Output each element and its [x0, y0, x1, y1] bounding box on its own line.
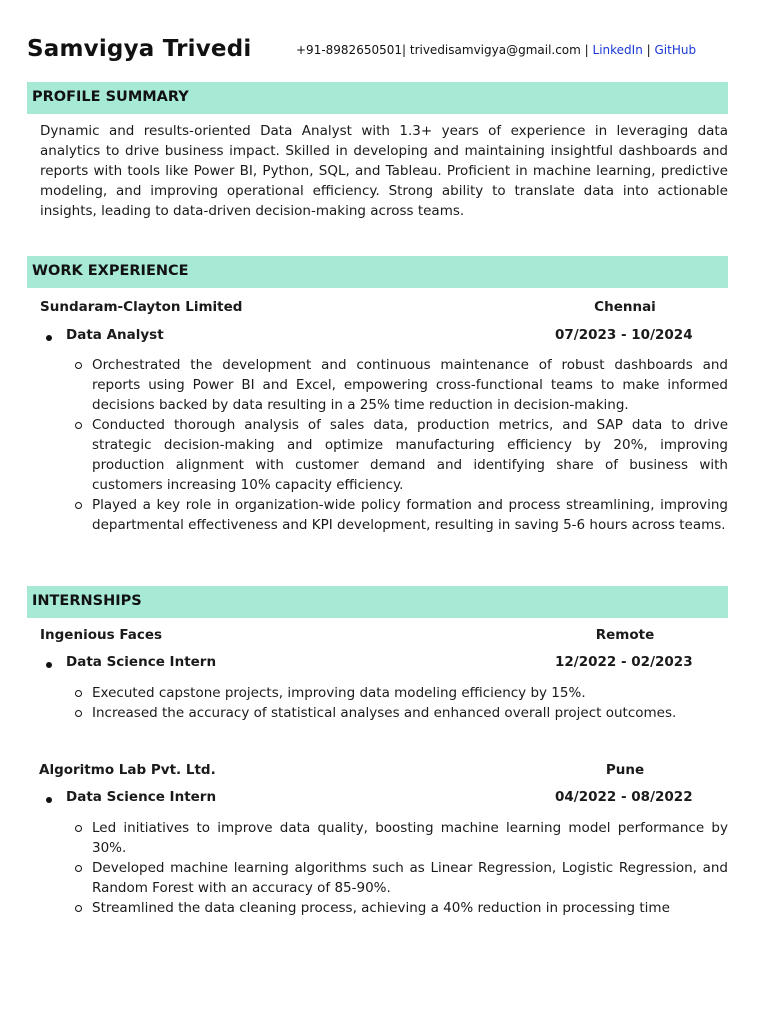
bullet-circle-icon — [75, 865, 82, 872]
bullet-circle-icon — [75, 362, 82, 369]
list-item: Conducted thorough analysis of sales data, production metrics, and SAP data to drive strategic decision-making and optimize manufacturing efficiency by 20%, improving production alignment with customer demand and identifying share of business with customers increasing 10% capacity efficiency. — [72, 415, 728, 495]
list-item: Streamlined the data cleaning process, achieving a 40% reduction in processing time — [72, 898, 728, 918]
bullet-circle-icon — [75, 710, 82, 717]
role-title: Data Science Intern — [66, 789, 217, 805]
company-location: Remote — [595, 627, 655, 643]
work-bullets — [72, 355, 728, 535]
bullet-circle-icon — [75, 825, 82, 832]
candidate-name: Samvigya Trivedi — [27, 36, 252, 62]
section-header-profile — [27, 82, 728, 114]
contact-separator: | — [642, 43, 655, 57]
company-name: Algoritmo Lab Pvt. Ltd. — [39, 762, 216, 778]
internship-bullets — [72, 818, 728, 918]
bullet-circle-icon — [75, 690, 82, 697]
list-item: Executed capstone projects, improving data modeling efficiency by 15%. — [72, 683, 728, 703]
list-item: Played a key role in organization-wide policy formation and process streamlining, improving departmental effectiveness and KPI development, resulting in saving 5-6 hours across teams. — [72, 495, 728, 535]
section-title: INTERNSHIPS — [32, 593, 142, 609]
github-link[interactable]: GitHub — [654, 43, 697, 57]
list-item: Increased the accuracy of statistical analyses and enhanced overall project outcomes. — [72, 703, 728, 723]
bullet-circle-icon — [75, 502, 82, 509]
role-dates: 04/2022 - 08/2022 — [555, 789, 693, 805]
contact-phone-email: +91-8982650501| trivedisamvigya@gmail.com | — [296, 43, 593, 57]
list-item: Developed machine learning algorithms such as Linear Regression, Logistic Regression, and Random Forest with an accuracy of 85-90%. — [72, 858, 728, 898]
bullet-dot-icon — [46, 662, 52, 668]
company-location: Pune — [605, 762, 645, 778]
role-title: Data Science Intern — [66, 654, 217, 670]
bullet-circle-icon — [75, 422, 82, 429]
role-row — [46, 327, 706, 347]
bullet-dot-icon — [46, 335, 52, 341]
company-name: Ingenious Faces — [40, 627, 163, 643]
profile-summary-text: Dynamic and results-oriented Data Analyst with 1.3+ years of experience in leveraging data analytics to drive business impact. Skilled in developing and maintaining insightful dashboards and reports with tools like Power BI, Python, SQL, and Tableau. Proficient in machine learning, predictive modeling, and improving operational efficiency. Strong ability to translate data into actionable insights, leading to data-driven decision-making across teams. — [40, 123, 728, 219]
internship-bullets — [72, 683, 728, 723]
section-title: WORK EXPERIENCE — [32, 263, 189, 279]
company-location: Chennai — [594, 299, 656, 315]
role-row — [46, 789, 706, 809]
contact-line — [296, 43, 696, 57]
bullet-dot-icon — [46, 797, 52, 803]
section-header-work — [27, 256, 728, 288]
list-item: Led initiatives to improve data quality, boosting machine learning model performance by 30%. — [72, 818, 728, 858]
bullet-circle-icon — [75, 905, 82, 912]
role-dates: 12/2022 - 02/2023 — [555, 654, 693, 670]
linkedin-link[interactable]: LinkedIn — [592, 43, 643, 57]
resume-header — [27, 36, 731, 70]
role-row — [46, 654, 706, 674]
role-dates: 07/2023 - 10/2024 — [555, 327, 693, 343]
section-title: PROFILE SUMMARY — [32, 89, 189, 105]
list-item: Orchestrated the development and continuous maintenance of robust dashboards and reports using Power BI and Excel, empowering cross-functional teams to make informed decisions backed by data resulting in a 25% time reduction in decision-making. — [72, 355, 728, 415]
role-title: Data Analyst — [66, 327, 164, 343]
company-name: Sundaram-Clayton Limited — [40, 299, 243, 315]
section-header-internships — [27, 586, 728, 618]
